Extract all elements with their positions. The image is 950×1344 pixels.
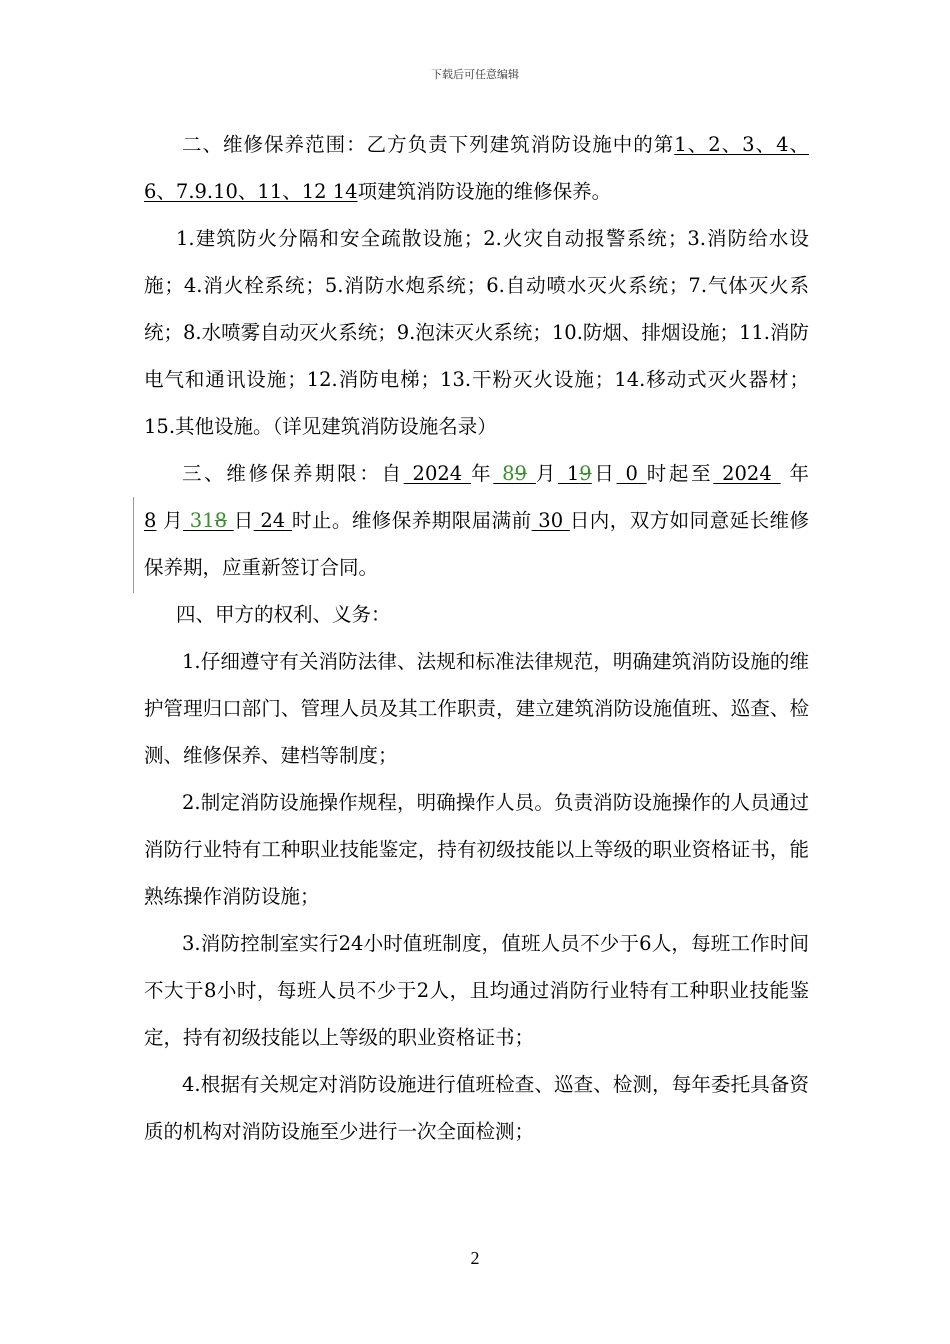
period-year2-unit: 年 xyxy=(789,462,810,485)
day1-inserted: 1 xyxy=(566,462,580,485)
period-day2 xyxy=(183,509,234,532)
period-day1 xyxy=(558,462,592,485)
period-from-text: 时起至 xyxy=(646,462,714,485)
period-hour1: 0 xyxy=(625,462,638,485)
period-year1: 2024 xyxy=(412,462,463,485)
scope-line1: 二、维修保养范围：乙方负责下列建筑消防设施中的第 xyxy=(182,133,675,156)
page-header: 下载后可任意编辑 xyxy=(431,68,519,81)
scope-paragraph xyxy=(144,121,809,215)
month1-deleted: 9 xyxy=(514,462,527,485)
document-body xyxy=(144,121,809,1155)
period-month-unit: 月 xyxy=(535,462,558,485)
period-year-unit: 年 xyxy=(471,462,494,485)
period-month2-unit: 月 xyxy=(163,509,184,532)
section4-item-1: 1.仔细遵守有关消防法律、法规和标准法律规范，明确建筑消防设施的维护管理归口部门、管理人员及其工作职责，建立建筑消防设施值班、巡查、检测、维修保养、建档等制度； xyxy=(144,650,809,767)
day2-inserted: 31 xyxy=(189,509,215,532)
day2-deleted: 8 xyxy=(214,509,228,532)
section4-item-3: 3.消防控制室实行24小时值班制度，值班人员不少于6人，每班工作时间不大于8小时，每班人员不少于2人，且均通过消防行业特有工种职业技能鉴定，持有初级技能以上等级的职业资格证书； xyxy=(144,932,809,1049)
scope-tail: 项建筑消防设施的维修保养。 xyxy=(357,180,612,203)
period-tail: 日内，双方如同意延长维修保养期，应重新签订合同。 xyxy=(144,509,810,579)
scope-numbers: 1、2、3、4、6、7.9.10、11、12 14 xyxy=(144,133,809,203)
period-until-text: 时止。维修保养期限届满前 xyxy=(291,509,532,532)
month1-inserted: 8 xyxy=(502,462,515,485)
section4-item-4: 4.根据有关规定对消防设施进行值班检查、巡查、检测，每年委托具备资质的机构对消防设施至少进行一次全面检测； xyxy=(144,1073,809,1143)
period-lead: 三、维修保养期限：自 xyxy=(182,462,404,485)
period-paragraph xyxy=(144,450,809,591)
revision-margin-bar xyxy=(133,497,134,593)
period-days: 30 xyxy=(538,509,564,532)
period-day2-unit: 日 xyxy=(233,509,254,532)
day1-deleted: 9 xyxy=(579,462,592,485)
page-number: 2 xyxy=(470,1248,480,1268)
section4-title: 四、甲方的权利、义务： xyxy=(176,603,391,626)
period-hour2: 24 xyxy=(260,509,286,532)
period-year2: 2024 xyxy=(722,462,772,485)
period-day-unit: 日 xyxy=(591,462,617,485)
items-paragraph: 1.建筑防火分隔和安全疏散设施；2.火灾自动报警系统；3.消防给水设施；4.消火栓系统；5.消防水炮系统；6.自动喷水灭火系统；7.气体灭火系统；8.水喷雾自动灭火系统；9.泡沫灭火系统；10.防烟、排烟设施；11.消防电气和通讯设施；12.消防电梯；13.干粉灭火设施；14.移动式灭火器材；15.其他设施。（详见建筑消防设施名录） xyxy=(144,227,809,438)
period-month1 xyxy=(493,462,536,485)
period-month2: 8 xyxy=(144,509,157,532)
section4-item-2: 2.制定消防设施操作规程，明确操作人员。负责消防设施操作的人员通过消防行业特有工种职业技能鉴定，持有初级技能以上等级的职业资格证书，能熟练操作消防设施； xyxy=(144,791,809,908)
